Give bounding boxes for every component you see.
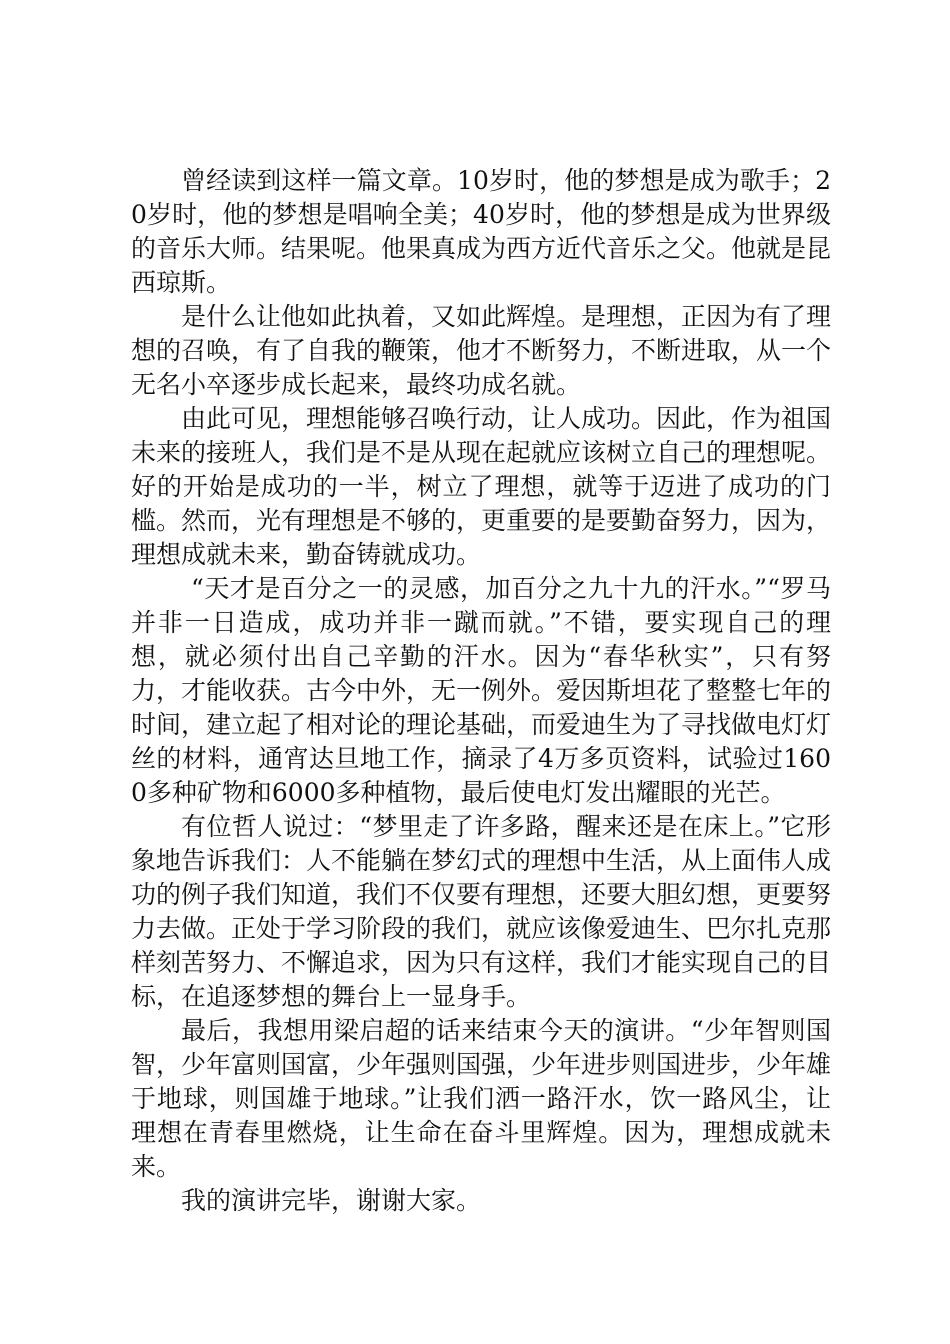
paragraph-4: “天才是百分之一的灵感，加百分之九十九的汗水。”“罗马并非一日造成，成功并非一蹴而就。”不错，要实现自己的理想，就必须付出自己辛勤的汗水。因为“春华秋实”，只有努力，才能收获。古今中外，无一例外。爱因斯坦花了整整七年的时间，建立起了相对论的理论基础，而爱迪生为了寻找做电灯灯丝的材料，通宵达旦地工作，摘录了4万多页资料，试验过1600多种矿物和6000多种植物，最后使电灯发出耀眼的光芒。 (131, 574, 832, 807)
paragraph-2: 是什么让他如此执着，又如此辉煌。是理想，正因为有了理想的召唤，有了自我的鞭策，他才不断努力，不断进取，从一个无名小卒逐步成长起来，最终功成名就。 (131, 302, 832, 399)
paragraph-5: 有位哲人说过：“梦里走了许多路，醒来还是在床上。”它形象地告诉我们：人不能躺在梦幻式的理想中生活，从上面伟人成功的例子我们知道，我们不仅要有理想，还要大胆幻想，更要努力去做。正处于学习阶段的我们，就应该像爱迪生、巴尔扎克那样刻苦努力、不懈追求，因为只有这样，我们才能实现自己的目标，在追逐梦想的舞台上一显身手。 (131, 812, 832, 1011)
document-body (131, 164, 831, 1218)
paragraph-7: 我的演讲完毕，谢谢大家。 (181, 1186, 482, 1215)
paragraph-3: 由此可见，理想能够召唤行动，让人成功。因此，作为祖国未来的接班人，我们是不是从现在起就应该树立自己的理想呢。好的开始是成功的一半，树立了理想，就等于迈进了成功的门槛。然而，光有理想是不够的，更重要的是要勤奋努力，因为，理想成就未来，勤奋铸就成功。 (131, 404, 832, 569)
paragraph-6: 最后，我想用梁启超的话来结束今天的演讲。“少年智则国智，少年富则国富，少年强则国强，少年进步则国进步，少年雄于地球，则国雄于地球。”让我们洒一路汗水，饮一路风尘，让理想在青春里燃烧，让生命在奋斗里辉煌。因为，理想成就未来。 (131, 1016, 832, 1181)
paragraph-1: 曾经读到这样一篇文章。10岁时，他的梦想是成为歌手；20岁时，他的梦想是唱响全美；40岁时，他的梦想是成为世界级的音乐大师。结果呢。他果真成为西方近代音乐之父。他就是昆西琼斯。 (131, 166, 832, 297)
